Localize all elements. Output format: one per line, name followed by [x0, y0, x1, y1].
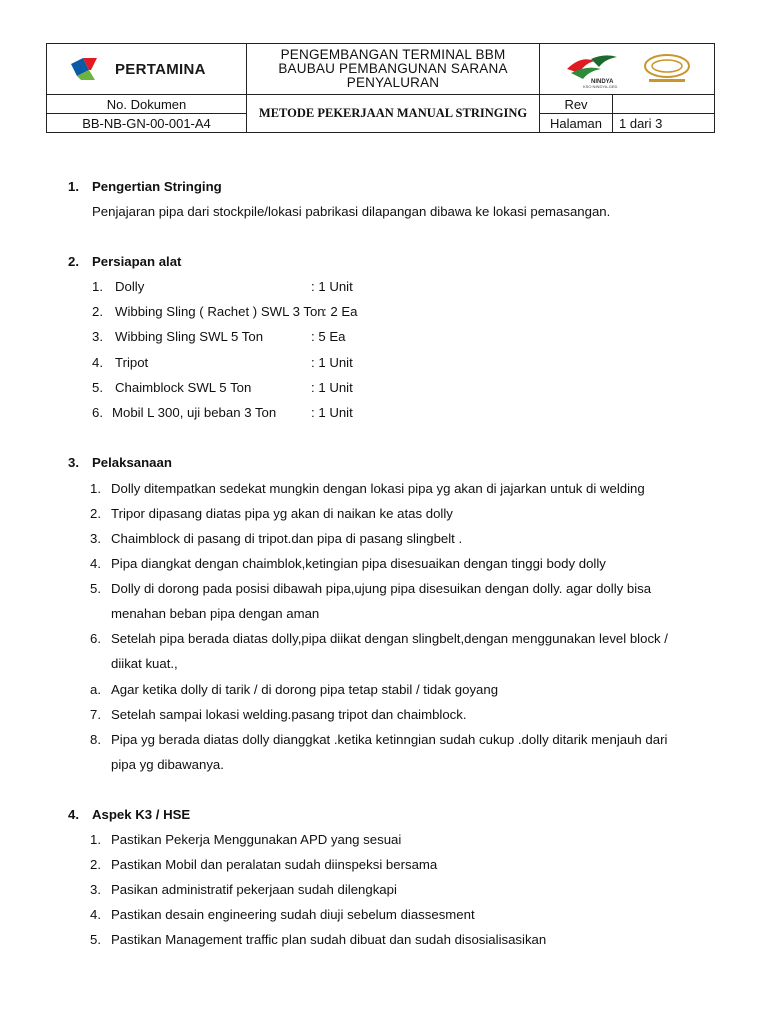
document-header-table [46, 43, 715, 133]
hse-item-text: Pasikan administratif pekerjaan sudah dilengkapi [111, 882, 397, 897]
doc-number-value: BB-NB-GN-00-001-A4 [47, 114, 247, 133]
project-title-line: PENGEMBANGAN TERMINAL BBM [280, 47, 506, 62]
list-item-number: 2. [90, 506, 101, 521]
pertamina-emblem-icon [69, 56, 109, 82]
rev-value [613, 95, 715, 114]
tool-qty: : 1 Unit [311, 405, 353, 420]
step-text-continued: pipa yg dibawanya. [111, 757, 224, 772]
hse-item-text: Pastikan Pekerja Menggunakan APD yang sesuai [111, 832, 402, 847]
step-text: Dolly ditempatkan sedekat mungkin dengan lokasi pipa yg akan di jajarkan untuk di welding [111, 481, 645, 496]
step-text-continued: diikat kuat., [111, 656, 178, 671]
tool-name: Wibbing Sling SWL 5 Ton [115, 329, 264, 344]
list-item-number: 1. [92, 279, 103, 294]
list-item-number: 7. [90, 707, 101, 722]
step-text-continued: menahan beban pipa dengan aman [111, 606, 320, 621]
section-title: Pengertian Stringing [92, 179, 222, 194]
list-item-number: 6. [90, 631, 101, 646]
section-number: 2. [68, 254, 79, 269]
step-text: Agar ketika dolly di tarik / di dorong pipa tetap stabil / tidak goyang [111, 682, 499, 697]
page-label: Halaman [540, 114, 613, 133]
tool-name: Chaimblock SWL 5 Ton [115, 380, 252, 395]
step-text: Pipa yg berada diatas dolly dianggkat .ketika ketinngian sudah cukup .dolly ditarik menjauh dari [111, 732, 668, 747]
section-number: 4. [68, 807, 79, 822]
project-title-line: BAUBAU PEMBANGUNAN SARANA [278, 61, 508, 76]
hse-item-text: Pastikan desain engineering sudah diuji sebelum diassesment [111, 907, 475, 922]
step-text: Dolly di dorong pada posisi dibawah pipa,ujung pipa disesuikan dengan dolly. agar dolly bisa [111, 581, 652, 596]
pertamina-logo-cell [47, 44, 247, 95]
tool-name: Mobil L 300, uji beban 3 Ton [112, 405, 277, 420]
hse-item-text: Pastikan Mobil dan peralatan sudah diinspeksi bersama [111, 857, 438, 872]
step-text: Pipa diangkat dengan chaimblok,ketingian pipa disesuaikan dengan tinggi body dolly [111, 556, 606, 571]
list-item-number: 4. [90, 556, 101, 571]
tool-name: Dolly [115, 279, 145, 294]
list-item-number: a. [90, 682, 101, 697]
tool-qty: : 1 Unit [311, 380, 353, 395]
doc-number-label: No. Dokumen [47, 95, 247, 114]
tool-name: Tripot [115, 355, 149, 370]
list-item-number: 4. [92, 355, 103, 370]
partner-logo [540, 49, 714, 89]
page-value: 1 dari 3 [613, 114, 715, 133]
section-title: Aspek K3 / HSE [92, 807, 191, 822]
method-title: METODE PEKERJAAN MANUAL STRINGING [247, 95, 540, 133]
company-name: PERTAMINA [115, 60, 206, 78]
rev-label: Rev [540, 95, 613, 114]
list-item-number: 3. [92, 329, 103, 344]
list-item-number: 3. [90, 882, 101, 897]
step-text: Chaimblock di pasang di tripot.dan pipa di pasang slingbelt . [111, 531, 463, 546]
pertamina-logo [47, 56, 246, 82]
tool-name: Wibbing Sling ( Rachet ) SWL 3 Ton [115, 304, 325, 319]
step-text: Tripor dipasang diatas pipa yg akan di naikan ke atas dolly [111, 506, 453, 521]
tool-qty: : 2 Ea [323, 304, 358, 319]
nindya-logo-icon [561, 49, 637, 89]
step-text: Setelah sampai lokasi welding.pasang tripot dan chaimblock. [111, 707, 467, 722]
list-item-number: 1. [90, 481, 101, 496]
hse-item-text: Pastikan Management traffic plan sudah dibuat dan sudah disosialisasikan [111, 932, 547, 947]
partner-logo-cell [540, 44, 715, 95]
list-item-number: 5. [90, 932, 101, 947]
list-item-number: 8. [90, 732, 101, 747]
step-text: Setelah pipa berada diatas dolly,pipa diikat dengan slingbelt,dengan menggunakan level block / [111, 631, 668, 646]
section-paragraph: Penjajaran pipa dari stockpile/lokasi pabrikasi dilapangan dibawa ke lokasi pemasangan. [92, 204, 611, 219]
list-item-number: 5. [92, 380, 103, 395]
list-item-number: 3. [90, 531, 101, 546]
list-item-number: 2. [92, 304, 103, 319]
project-title [247, 44, 540, 95]
partner-logo-caption: KSO NINDYA-GED [583, 84, 618, 89]
list-item-number: 6. [92, 405, 103, 420]
ged-logo-icon [641, 52, 693, 86]
section-title: Persiapan alat [92, 254, 182, 269]
project-title-line: PENYALURAN [346, 75, 440, 90]
list-item-number: 4. [90, 907, 101, 922]
partner-logo-text: NINDYA [591, 79, 614, 85]
list-item-number: 2. [90, 857, 101, 872]
tool-qty: : 5 Ea [311, 329, 346, 344]
list-item-number: 5. [90, 581, 101, 596]
section-number: 3. [68, 455, 79, 470]
tool-qty: : 1 Unit [311, 279, 353, 294]
list-item-number: 1. [90, 832, 101, 847]
section-title: Pelaksanaan [92, 455, 172, 470]
section-number: 1. [68, 179, 79, 194]
tool-qty: : 1 Unit [311, 355, 353, 370]
